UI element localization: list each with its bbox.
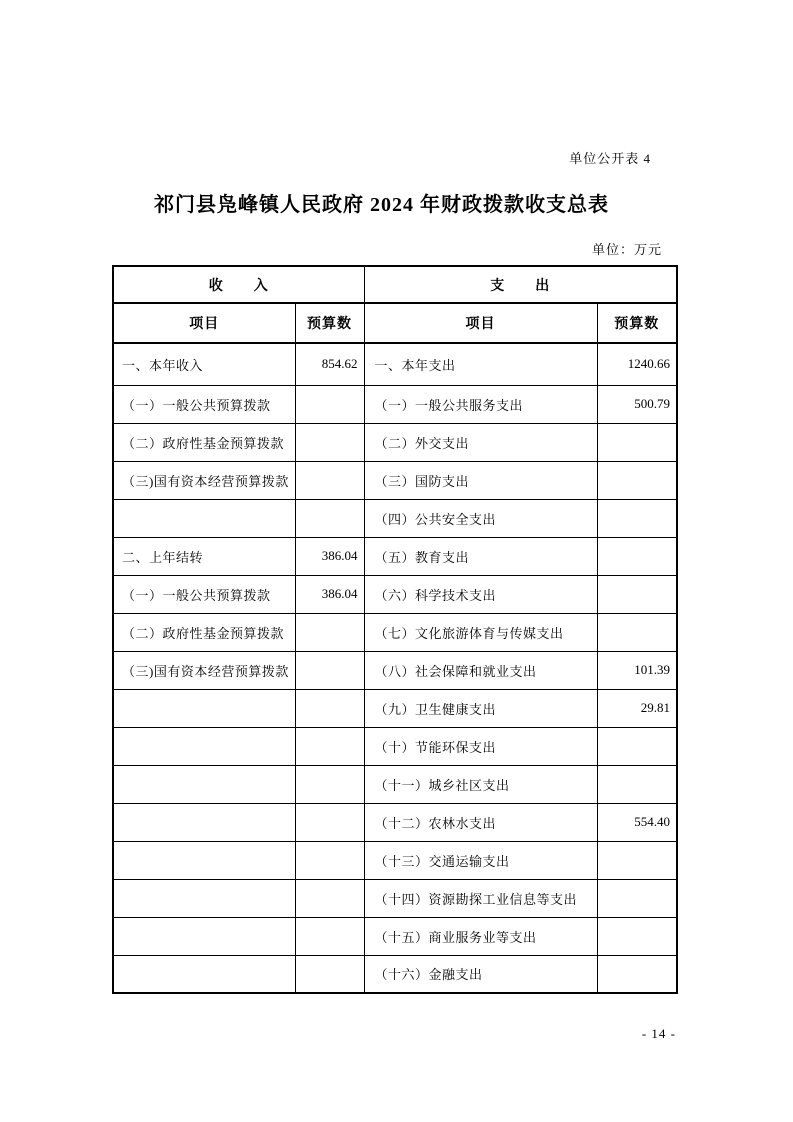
income-item-cell [113,765,295,803]
doc-label: 单位公开表 4 [569,151,651,166]
income-budget-cell [295,613,364,651]
income-budget-cell [295,955,364,993]
expense-budget-cell [597,765,677,803]
expense-item-cell: （十三）交通运输支出 [364,841,597,879]
income-item-cell: （二）政府性基金预算拨款 [113,613,295,651]
table-row [113,651,677,689]
income-budget-cell [295,651,364,689]
table-row [113,499,677,537]
expense-item-cell: 一、本年支出 [364,343,597,385]
unit-note: 单位：万元 [591,242,662,257]
expense-budget-cell [597,727,677,765]
income-item-cell: （二）政府性基金预算拨款 [113,423,295,461]
income-item-cell [113,955,295,993]
income-budget-cell: 386.04 [295,575,364,613]
table-row [113,461,677,499]
table-row [113,689,677,727]
page-number: - 14 - [641,1026,676,1041]
expense-item-cell: （四）公共安全支出 [364,499,597,537]
income-section-header: 收 入 [113,266,364,303]
budget-table [112,265,678,994]
expense-budget-cell [597,879,677,917]
income-budget-cell [295,689,364,727]
income-budget-col-header: 预算数 [295,303,364,343]
income-budget-cell [295,879,364,917]
table-row [113,343,677,385]
income-item-cell: 二、上年结转 [113,537,295,575]
income-item-cell [113,727,295,765]
expense-budget-col-header: 预算数 [597,303,677,343]
income-item-cell: 一、本年收入 [113,343,295,385]
income-item-col-header: 项目 [113,303,295,343]
income-item-cell [113,803,295,841]
expense-budget-cell [597,955,677,993]
expense-item-cell: （十四）资源勘探工业信息等支出 [364,879,597,917]
expense-budget-cell [597,423,677,461]
expense-item-cell: （十一）城乡社区支出 [364,765,597,803]
table-row [113,955,677,993]
expense-item-cell: （三）国防支出 [364,461,597,499]
page-title: 祁门县凫峰镇人民政府 2024 年财政拨款收支总表 [154,194,609,216]
table-row [113,765,677,803]
income-item-cell [113,879,295,917]
expense-item-cell: （一）一般公共服务支出 [364,385,597,423]
expense-item-cell: （二）外交支出 [364,423,597,461]
income-budget-cell: 386.04 [295,537,364,575]
expense-item-cell: （五）教育支出 [364,537,597,575]
expense-item-cell: （十）节能环保支出 [364,727,597,765]
expense-budget-cell [597,537,677,575]
expense-item-col-header: 项目 [364,303,597,343]
income-item-cell: （三)国有资本经营预算拨款 [113,651,295,689]
expense-budget-cell: 1240.66 [597,343,677,385]
table-row [113,917,677,955]
table-row [113,575,677,613]
table-row [113,727,677,765]
table-row [113,879,677,917]
expense-budget-cell [597,917,677,955]
income-item-cell [113,917,295,955]
income-item-cell: （一）一般公共预算拨款 [113,575,295,613]
income-budget-cell [295,917,364,955]
table-row [113,423,677,461]
income-budget-cell [295,385,364,423]
expense-item-cell: （十六）金融支出 [364,955,597,993]
expense-budget-cell [597,575,677,613]
income-item-cell [113,689,295,727]
expense-budget-cell: 29.81 [597,689,677,727]
expense-budget-cell [597,841,677,879]
expense-budget-cell: 101.39 [597,651,677,689]
income-budget-cell [295,499,364,537]
section-header-row [113,266,677,303]
table-row [113,385,677,423]
table-row [113,613,677,651]
expense-item-cell: （十五）商业服务业等支出 [364,917,597,955]
expense-item-cell: （六）科学技术支出 [364,575,597,613]
expense-item-cell: （十二）农林水支出 [364,803,597,841]
expense-budget-cell [597,499,677,537]
income-budget-cell: 854.62 [295,343,364,385]
expense-budget-cell [597,613,677,651]
income-budget-cell [295,841,364,879]
table-row [113,803,677,841]
income-budget-cell [295,727,364,765]
income-budget-cell [295,765,364,803]
expense-item-cell: （九）卫生健康支出 [364,689,597,727]
expense-budget-cell: 554.40 [597,803,677,841]
income-budget-cell [295,803,364,841]
column-header-row [113,303,677,343]
income-item-cell: （一）一般公共预算拨款 [113,385,295,423]
expense-item-cell: （七）文化旅游体育与传媒支出 [364,613,597,651]
table-row [113,841,677,879]
income-item-cell [113,499,295,537]
income-item-cell: （三)国有资本经营预算拨款 [113,461,295,499]
expense-budget-cell [597,461,677,499]
income-budget-cell [295,461,364,499]
expense-item-cell: （八）社会保障和就业支出 [364,651,597,689]
income-item-cell [113,841,295,879]
income-budget-cell [295,423,364,461]
expense-budget-cell: 500.79 [597,385,677,423]
table-row [113,537,677,575]
expense-section-header: 支 出 [364,266,677,303]
